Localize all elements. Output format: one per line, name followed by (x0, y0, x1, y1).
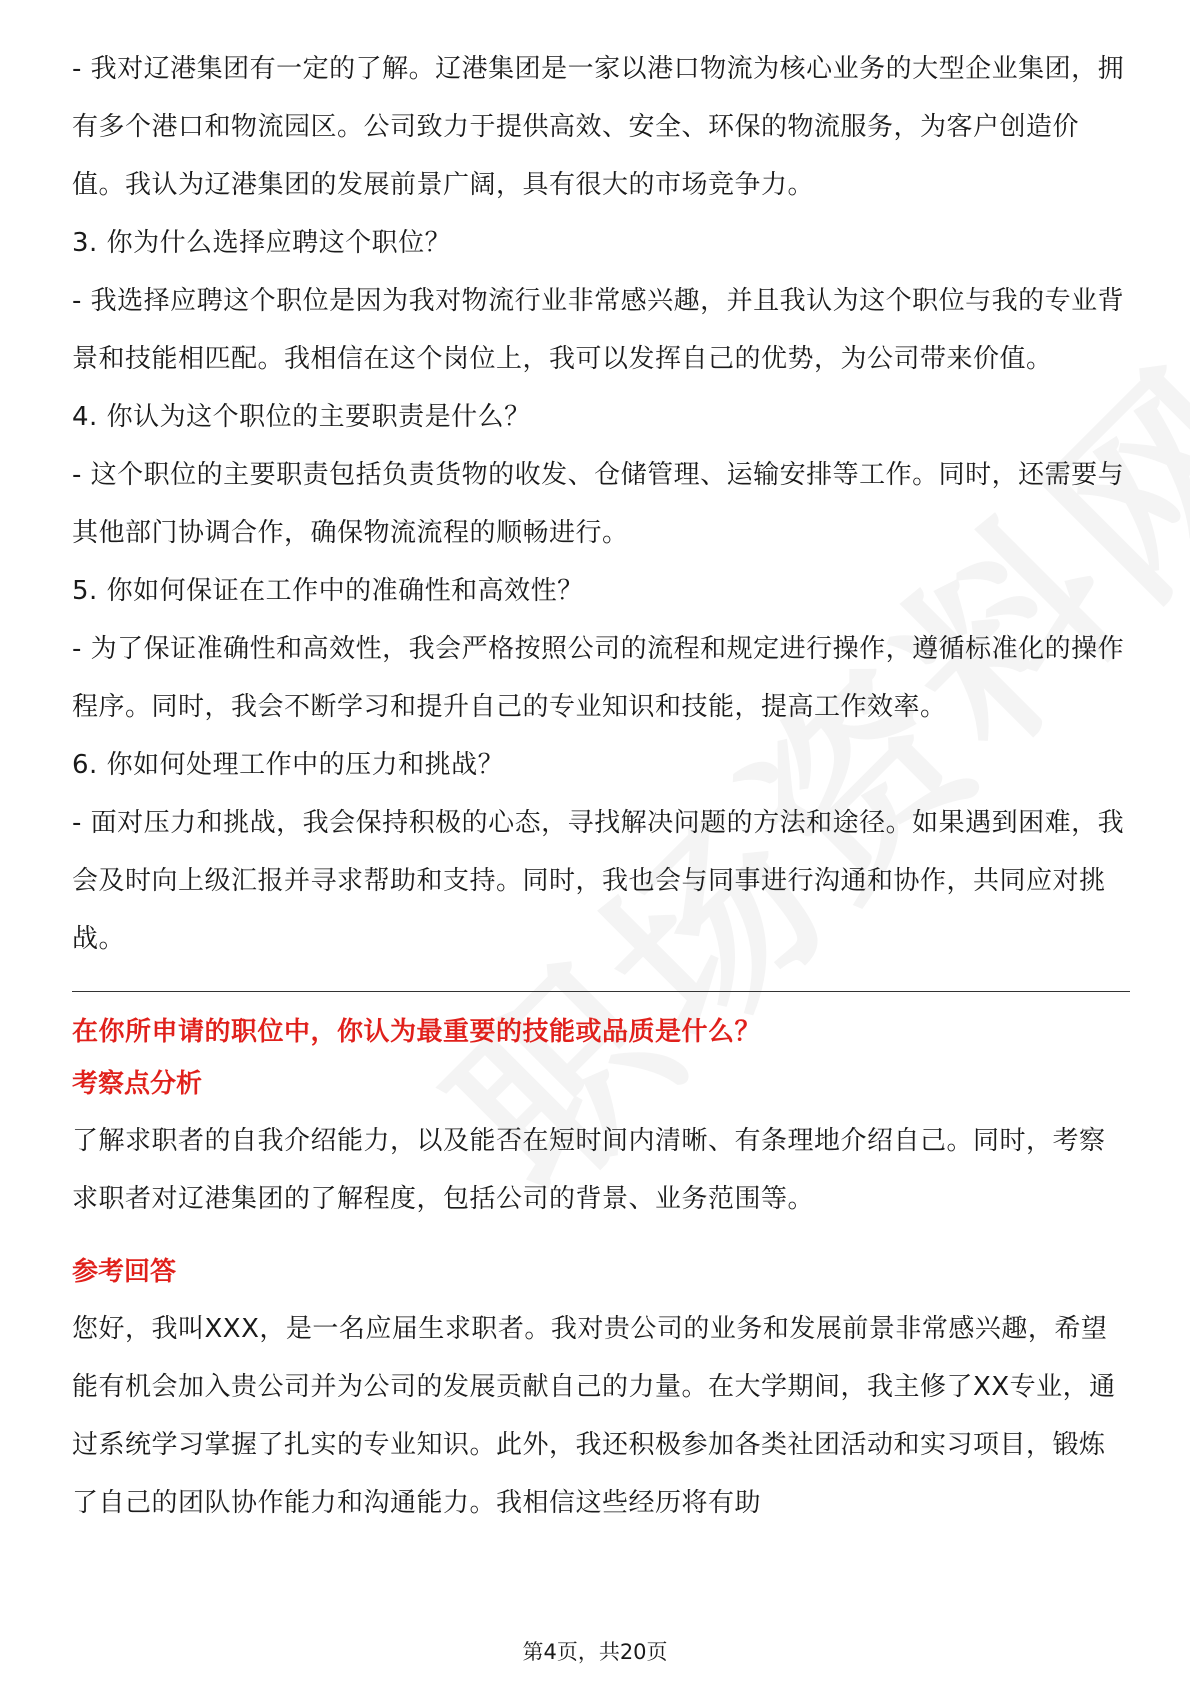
interview-question: 在你所申请的职位中，你认为最重要的技能或品质是什么？ (72, 1017, 762, 1047)
reference-answer-heading: 参考回答 (72, 1257, 177, 1287)
analysis-heading: 考察点分析 (72, 1069, 203, 1099)
analysis-text: 了解求职者的自我介绍能力，以及能否在短时间内清晰、有条理地介绍自己。同时，考察求职者对辽港集团的了解程度，包括公司的背景、业务范围等。 (72, 1126, 1106, 1214)
answer-paragraph-5: - 为了保证准确性和高效性，我会严格按照公司的流程和规定进行操作，遵循标准化的操作程序。同时，我会不断学习和提升自己的专业知识和技能，提高工作效率。 (72, 634, 1125, 722)
section-divider (72, 991, 1130, 992)
answer-paragraph-3: - 我选择应聘这个职位是因为我对物流行业非常感兴趣，并且我认为这个职位与我的专业背景和技能相匹配。我相信在这个岗位上，我可以发挥自己的优势，为公司带来价值。 (72, 286, 1125, 374)
answer-paragraph-4: - 这个职位的主要职责包括负责货物的收发、仓储管理、运输安排等工作。同时，还需要与其他部门协调合作，确保物流流程的顺畅进行。 (72, 460, 1125, 548)
question-6: 6. 你如何处理工作中的压力和挑战？ (72, 750, 505, 780)
document-body (72, 40, 1130, 1532)
answer-paragraph-6: - 面对压力和挑战，我会保持积极的心态，寻找解决问题的方法和途径。如果遇到困难，我会及时向上级汇报并寻求帮助和支持。同时，我也会与同事进行沟通和协作，共同应对挑战。 (72, 808, 1125, 954)
page-number: 第4页，共20页 (522, 1640, 668, 1664)
question-4: 4. 你认为这个职位的主要职责是什么？ (72, 402, 531, 432)
question-3: 3. 你为什么选择应聘这个职位？ (72, 228, 452, 258)
answer-paragraph-2: - 我对辽港集团有一定的了解。辽港集团是一家以港口物流为核心业务的大型企业集团，拥有多个港口和物流园区。公司致力于提供高效、安全、环保的物流服务，为客户创造价值。我认为辽港集团的发展前景广阔，具有很大的市场竞争力。 (72, 54, 1125, 200)
question-5: 5. 你如何保证在工作中的准确性和高效性？ (72, 576, 584, 606)
reference-answer-text: 您好，我叫XXX，是一名应届生求职者。我对贵公司的业务和发展前景非常感兴趣，希望能有机会加入贵公司并为公司的发展贡献自己的力量。在大学期间，我主修了XX专业，通过系统学习掌握了扎实的专业知识。此外，我还积极参加各类社团活动和实习项目，锻炼了自己的团队协作能力和沟通能力。我相信这些经历将有助 (72, 1314, 1116, 1518)
